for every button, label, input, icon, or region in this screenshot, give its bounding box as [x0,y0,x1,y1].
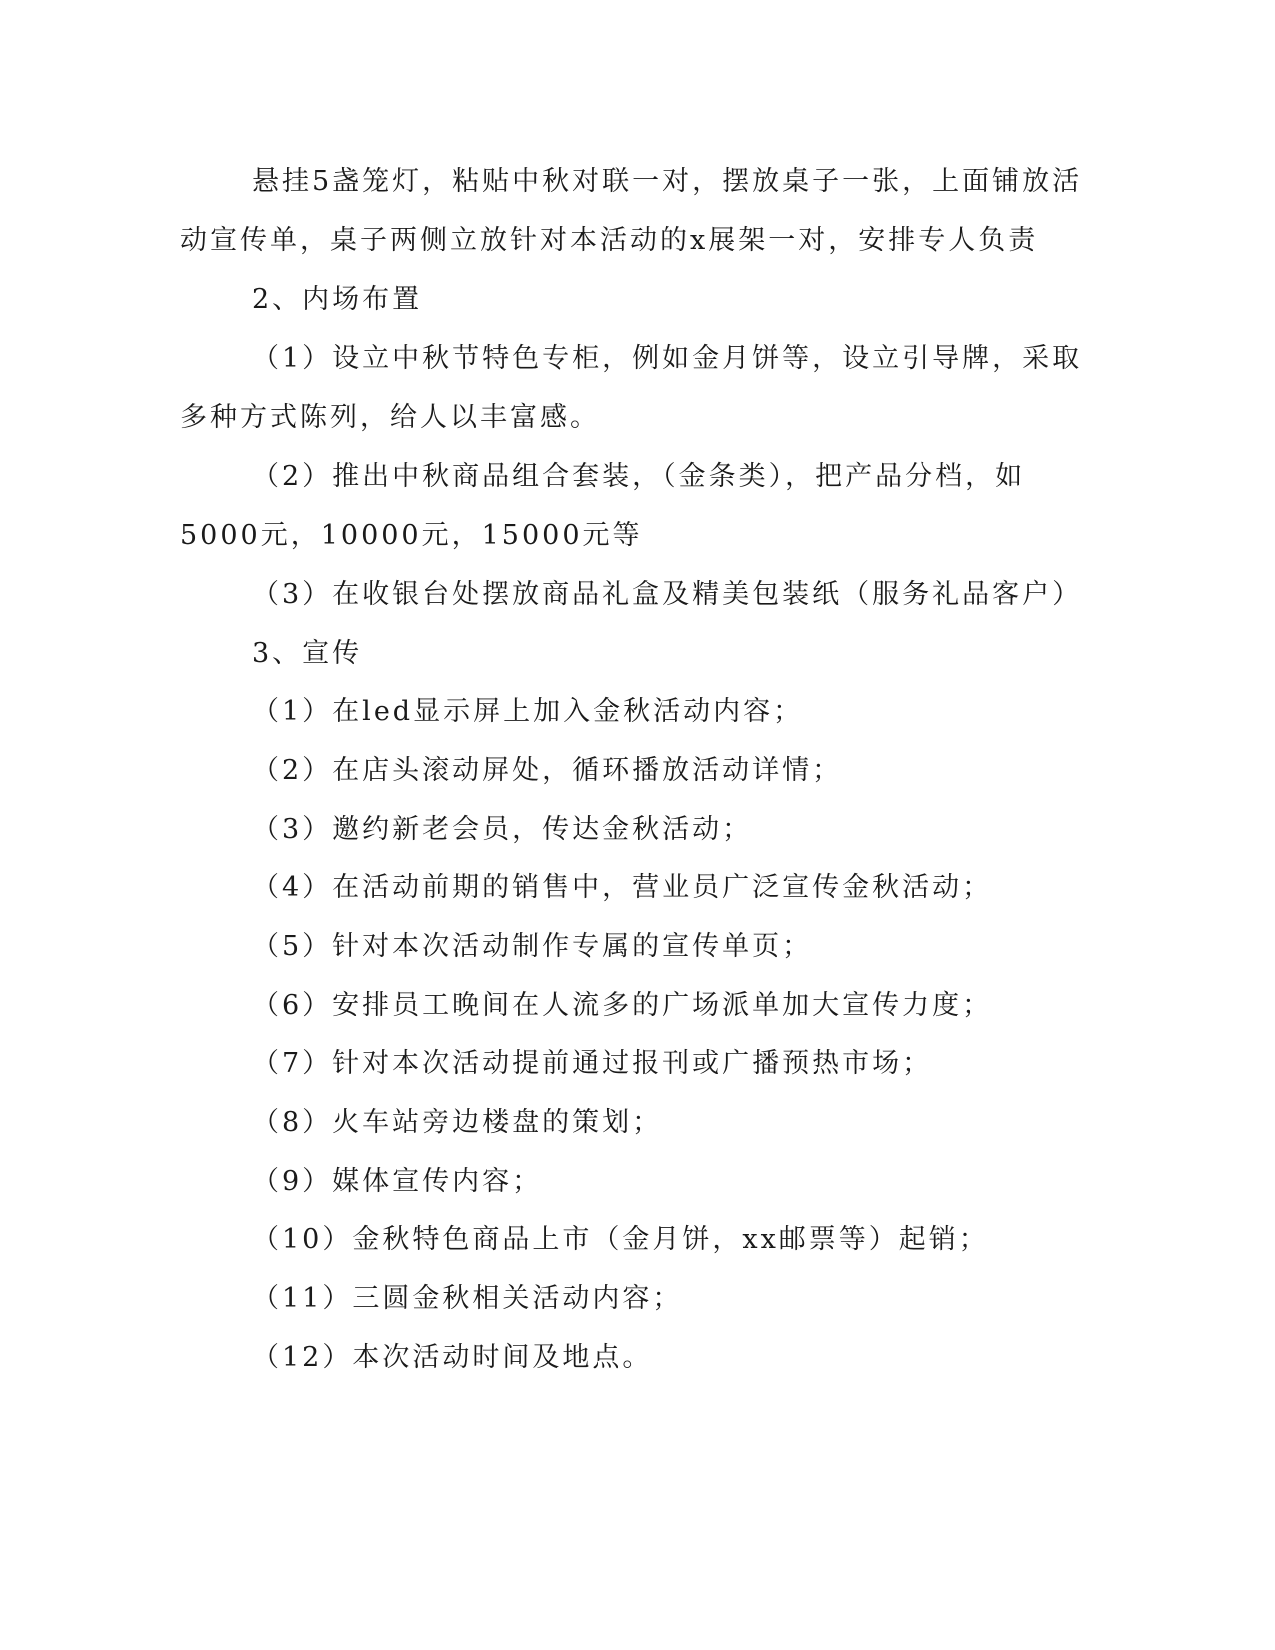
paragraph-line: 动宣传单，桌子两侧立放针对本活动的x展架一对，安排专人负责 [180,225,1039,256]
section-heading: 3、宣传 [252,638,363,669]
paragraph-line: （1）设立中秋节特色专柜，例如金月饼等，设立引导牌，采取 [252,343,1083,374]
section-heading: 2、内场布置 [252,284,423,315]
list-item: （11）三圆金秋相关活动内容； [252,1283,683,1314]
paragraph-line: （2）推出中秋商品组合套装，（金条类），把产品分档，如 [252,461,1026,492]
paragraph-line: 多种方式陈列，给人以丰富感。 [180,402,600,433]
list-item: （3）邀约新老会员，传达金秋活动； [252,814,753,845]
list-item: （8）火车站旁边楼盘的策划； [252,1107,663,1138]
list-item: （5）针对本次活动制作专属的宣传单页； [252,931,813,962]
list-item: （9）媒体宣传内容； [252,1166,543,1197]
list-item: （4）在活动前期的销售中，营业员广泛宣传金秋活动； [252,872,993,903]
list-item: （1）在led显示屏上加入金秋活动内容； [252,696,804,727]
paragraph-line: （3）在收银台处摆放商品礼盒及精美包装纸（服务礼品客户） [252,579,1083,610]
list-item: （10）金秋特色商品上市（金月饼，xx邮票等）起销； [252,1224,989,1255]
paragraph-line: 5000元，10000元，15000元等 [180,520,643,551]
paragraph-line: 悬挂5盏笼灯，粘贴中秋对联一对，摆放桌子一张，上面铺放活 [252,166,1083,197]
list-item: （6）安排员工晚间在人流多的广场派单加大宣传力度； [252,990,993,1021]
list-item: （12）本次活动时间及地点。 [252,1342,653,1373]
list-item: （7）针对本次活动提前通过报刊或广播预热市场； [252,1048,933,1079]
list-item: （2）在店头滚动屏处，循环播放活动详情； [252,755,843,786]
